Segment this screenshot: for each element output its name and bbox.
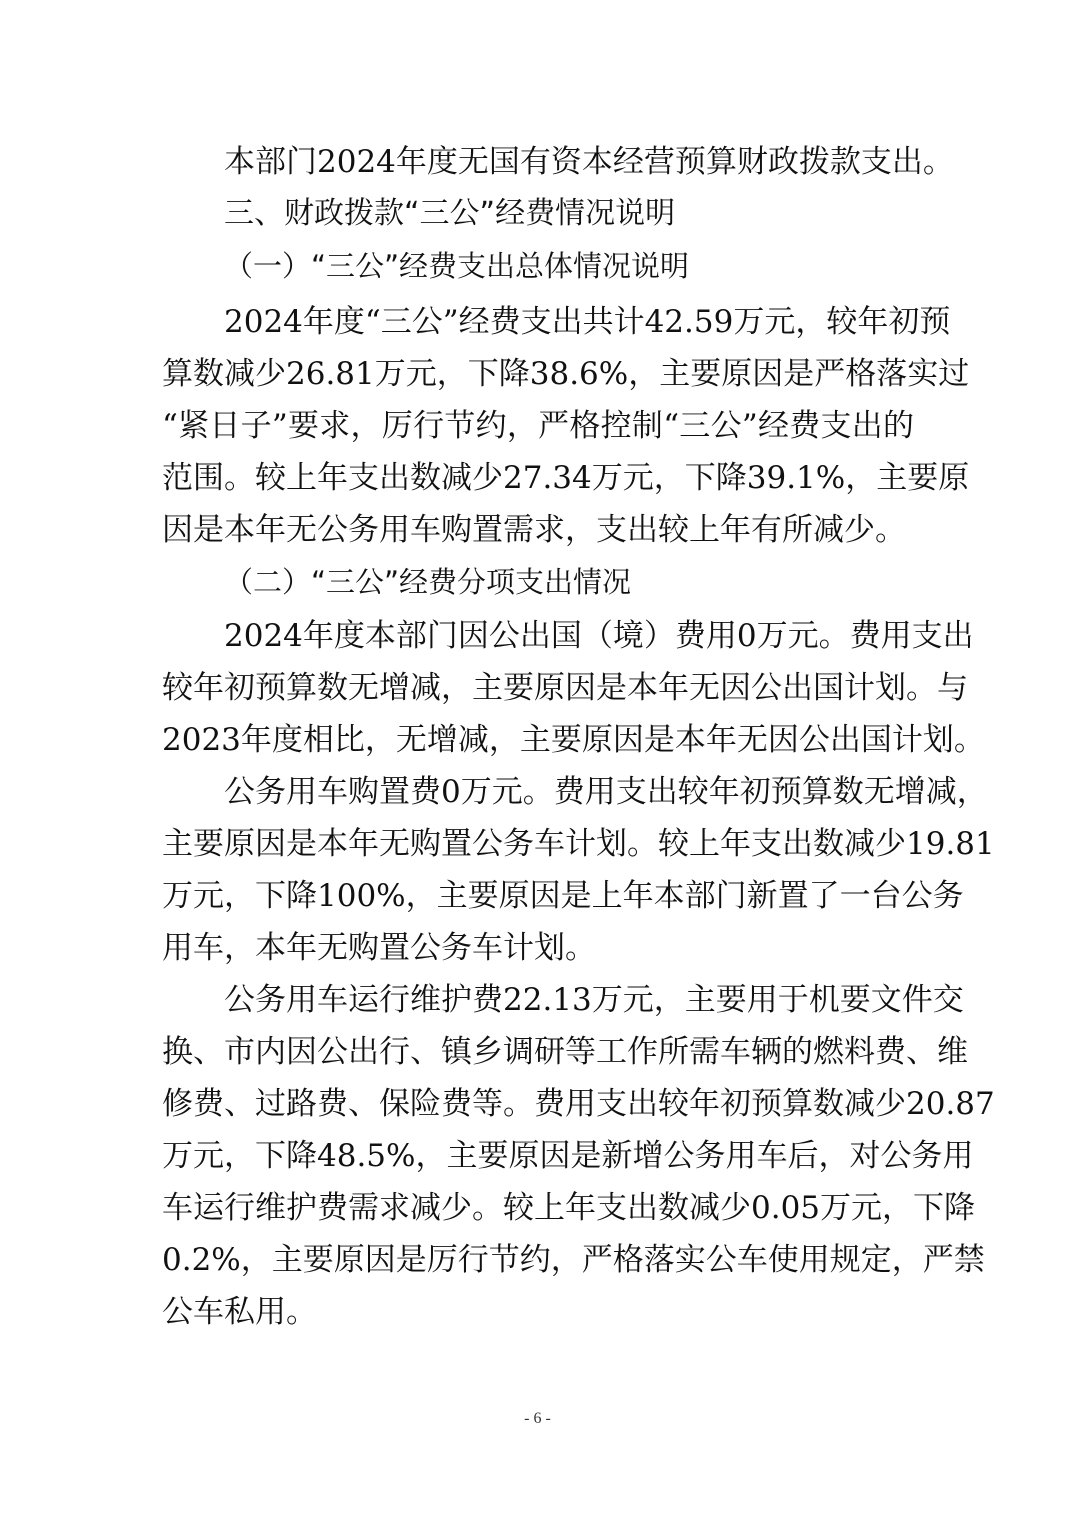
body-text-line: 公车私用。 — [162, 1294, 317, 1330]
body-text-line: 2024年度“三公”经费支出共计42.59万元，较年初预 — [224, 304, 951, 340]
body-text-line: 主要原因是本年无购置公务车计划。较上年支出数减少19.81 — [162, 826, 995, 862]
body-text-line: 万元，下降100%，主要原因是上年本部门新置了一台公务 — [162, 878, 964, 914]
body-text-line: 本部门2024年度无国有资本经营预算财政拨款支出。 — [224, 144, 954, 180]
body-text-line: 2024年度本部门因公出国（境）费用0万元。费用支出 — [224, 618, 974, 654]
body-text-line: 公务用车购置费0万元。费用支出较年初预算数无增减， — [224, 774, 988, 810]
subsection-heading: （一）“三公”经费支出总体情况说明 — [224, 249, 690, 283]
body-text-line: 较年初预算数无增减，主要原因是本年无因公出国计划。与 — [162, 670, 968, 706]
body-text-line: 车运行维护费需求减少。较上年支出数减少0.05万元，下降 — [162, 1190, 976, 1226]
body-text-line: 换、市内因公出行、镇乡调研等工作所需车辆的燃料费、维 — [162, 1034, 968, 1070]
body-text-line: 因是本年无公务用车购置需求，支出较上年有所减少。 — [162, 512, 906, 548]
body-text-line: 2023年度相比，无增减，主要原因是本年无因公出国计划。 — [162, 722, 985, 758]
section-heading: 三、财政拨款“三公”经费情况说明 — [224, 196, 676, 231]
body-text-line: 范围。较上年支出数减少27.34万元，下降39.1%，主要原 — [162, 460, 970, 496]
body-text-line: 算数减少26.81万元，下降38.6%，主要原因是严格落实过 — [162, 356, 970, 392]
body-text-line: 公务用车运行维护费22.13万元，主要用于机要文件交 — [224, 982, 964, 1018]
body-text-line: 修费、过路费、保险费等。费用支出较年初预算数减少20.87 — [162, 1086, 995, 1122]
body-text-line: 0.2%，主要原因是厉行节约，严格落实公车使用规定，严禁 — [162, 1242, 985, 1278]
page-number: - 6 - — [524, 1410, 551, 1427]
subsection-heading: （二）“三公”经费分项支出情况 — [224, 565, 632, 599]
body-text-line: “紧日子”要求，厉行节约，严格控制“三公”经费支出的 — [162, 408, 914, 444]
body-text-line: 万元，下降48.5%，主要原因是新增公务用车后，对公务用 — [162, 1138, 974, 1174]
body-text-line: 用车，本年无购置公务车计划。 — [162, 930, 596, 966]
